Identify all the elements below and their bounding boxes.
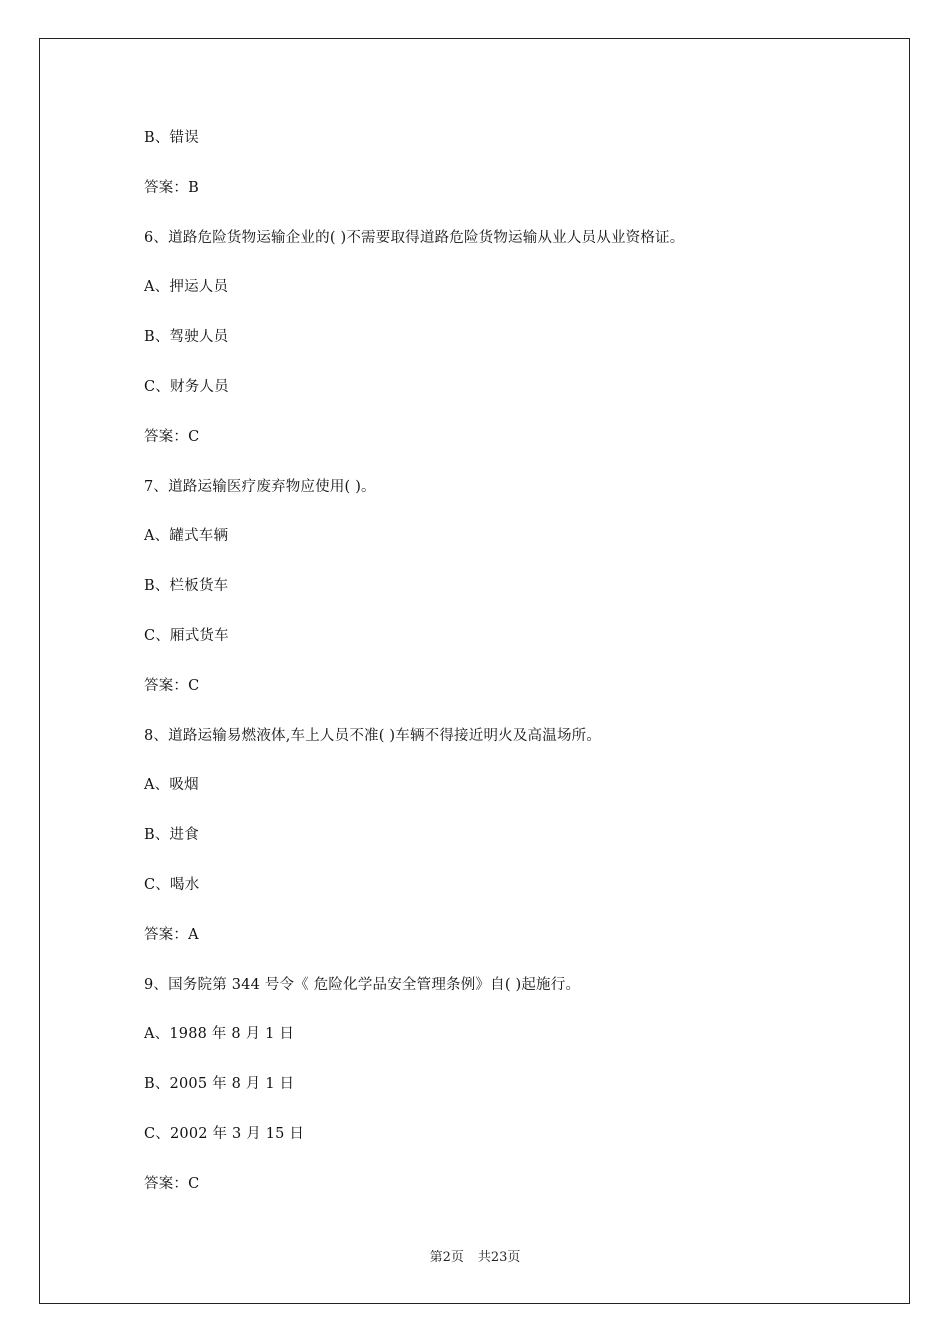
question-7-option-b: B、栏板货车 (144, 578, 229, 595)
question-6: 6、道路危险货物运输企业的( )不需要取得道路危险货物运输从业人员从业资格证。 (144, 229, 685, 246)
answer-8: 答案：A (144, 926, 199, 943)
question-9-option-c: C、2002 年 3 月 15 日 (144, 1125, 305, 1142)
option-b-wrong: B、错误 (144, 130, 199, 146)
question-6-option-c: C、财务人员 (144, 378, 229, 395)
page-total: 共23页 (477, 1250, 521, 1265)
question-7-option-c: C、厢式货车 (144, 627, 229, 644)
question-9-option-b: B、2005 年 8 月 1 日 (144, 1076, 295, 1093)
question-8-option-a: A、吸烟 (144, 777, 199, 794)
answer-6: 答案：C (144, 428, 200, 445)
question-7-option-a: A、罐式车辆 (144, 528, 229, 545)
page-number: 第2页 (429, 1250, 464, 1265)
document-body (144, 124, 864, 1220)
question-6-option-b: B、驾驶人员 (144, 329, 229, 346)
answer-5: 答案：B (144, 179, 199, 196)
question-7: 7、道路运输医疗废弃物应使用( )。 (144, 478, 376, 495)
answer-7: 答案：C (144, 677, 200, 694)
question-9: 9、国务院第 344 号令《 危险化学品安全管理条例》自( )起施行。 (144, 976, 581, 993)
question-8-option-b: B、进食 (144, 827, 199, 844)
question-8: 8、道路运输易燃液体,车上人员不准( )车辆不得接近明火及高温场所。 (144, 727, 602, 744)
answer-9: 答案：C (144, 1175, 200, 1192)
question-9-option-a: A、1988 年 8 月 1 日 (144, 1026, 295, 1043)
question-8-option-c: C、喝水 (144, 876, 200, 893)
page-footer (0, 1246, 950, 1265)
question-6-option-a: A、押运人员 (144, 279, 229, 296)
